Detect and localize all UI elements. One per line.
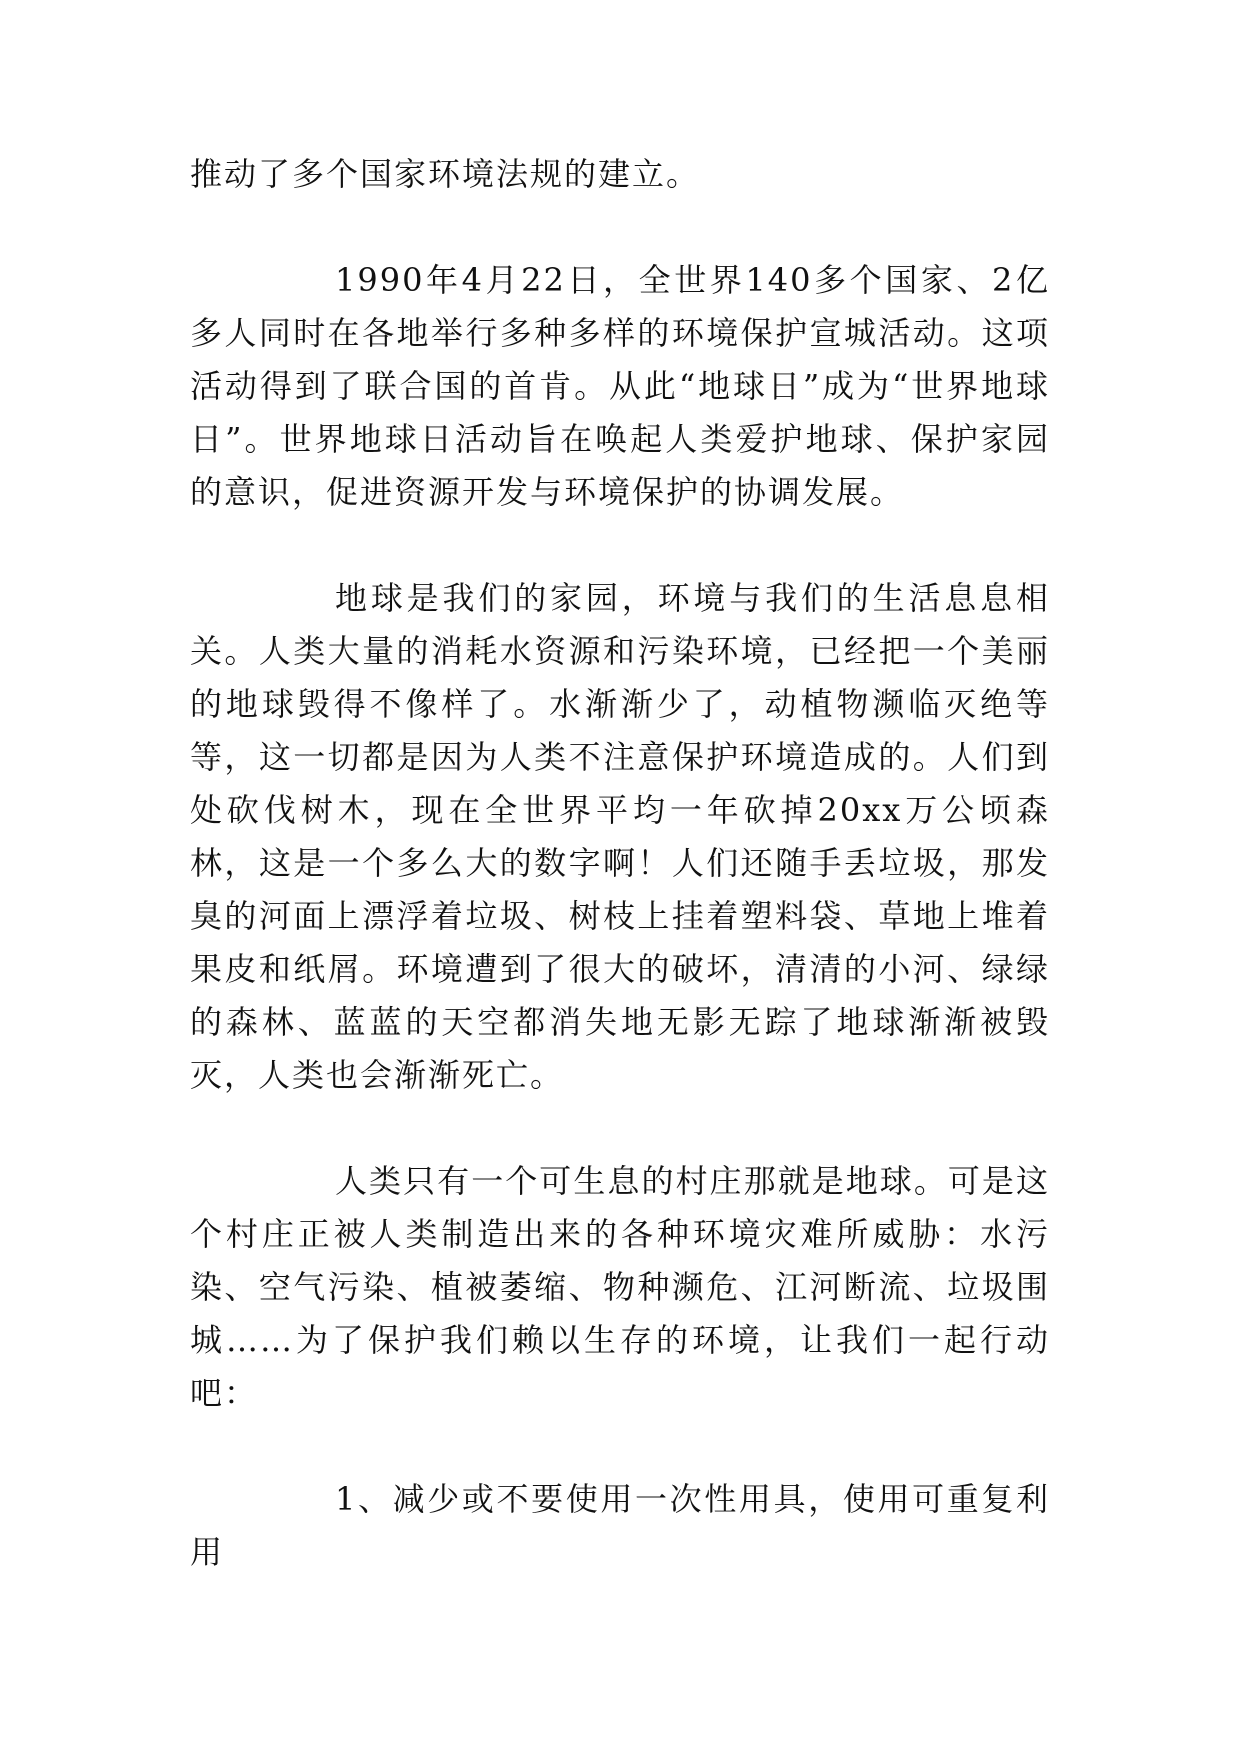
paragraph-1: 推动了多个国家环境法规的建立。 [190, 155, 701, 193]
paragraph-3: 地球是我们的家园，环境与我们的生活息息相关。人类大量的消耗水资源和污染环境，已经把一个美丽的地球毁得不像样了。水渐渐少了，动植物濒临灭绝等等，这一切都是因为人类不注意保护环境造成的。人们到处砍伐树木，现在全世界平均一年砍掉20xx万公顷森林，这是一个多么大的数字啊！人们还随手丢垃圾，那发臭的河面上漂浮着垃圾、树枝上挂着塑料袋、草地上堆着果皮和纸屑。环境遭到了很大的破坏，清清的小河、绿绿的森林、蓝蓝的天空都消失地无影无踪了地球渐渐被毁灭，人类也会渐渐死亡。 [190, 579, 1050, 1094]
document-body [190, 148, 1050, 1632]
paragraph-4: 人类只有一个可生息的村庄那就是地球。可是这个村庄正被人类制造出来的各种环境灾难所威胁：水污染、空气污染、植被萎缩、物种濒危、江河断流、垃圾围城……为了保护我们赖以生存的环境，让我们一起行动吧： [190, 1162, 1050, 1412]
paragraph-2: 1990年4月22日，全世界140多个国家、2亿多人同时在各地举行多种多样的环境保护宣城活动。这项活动得到了联合国的首肯。从此“地球日”成为“世界地球日”。世界地球日活动旨在唤起人类爱护地球、保护家园的意识，促进资源开发与环境保护的协调发展。 [190, 261, 1050, 511]
paragraph-5: 1、减少或不要使用一次性用具，使用可重复利用 [190, 1480, 1050, 1571]
